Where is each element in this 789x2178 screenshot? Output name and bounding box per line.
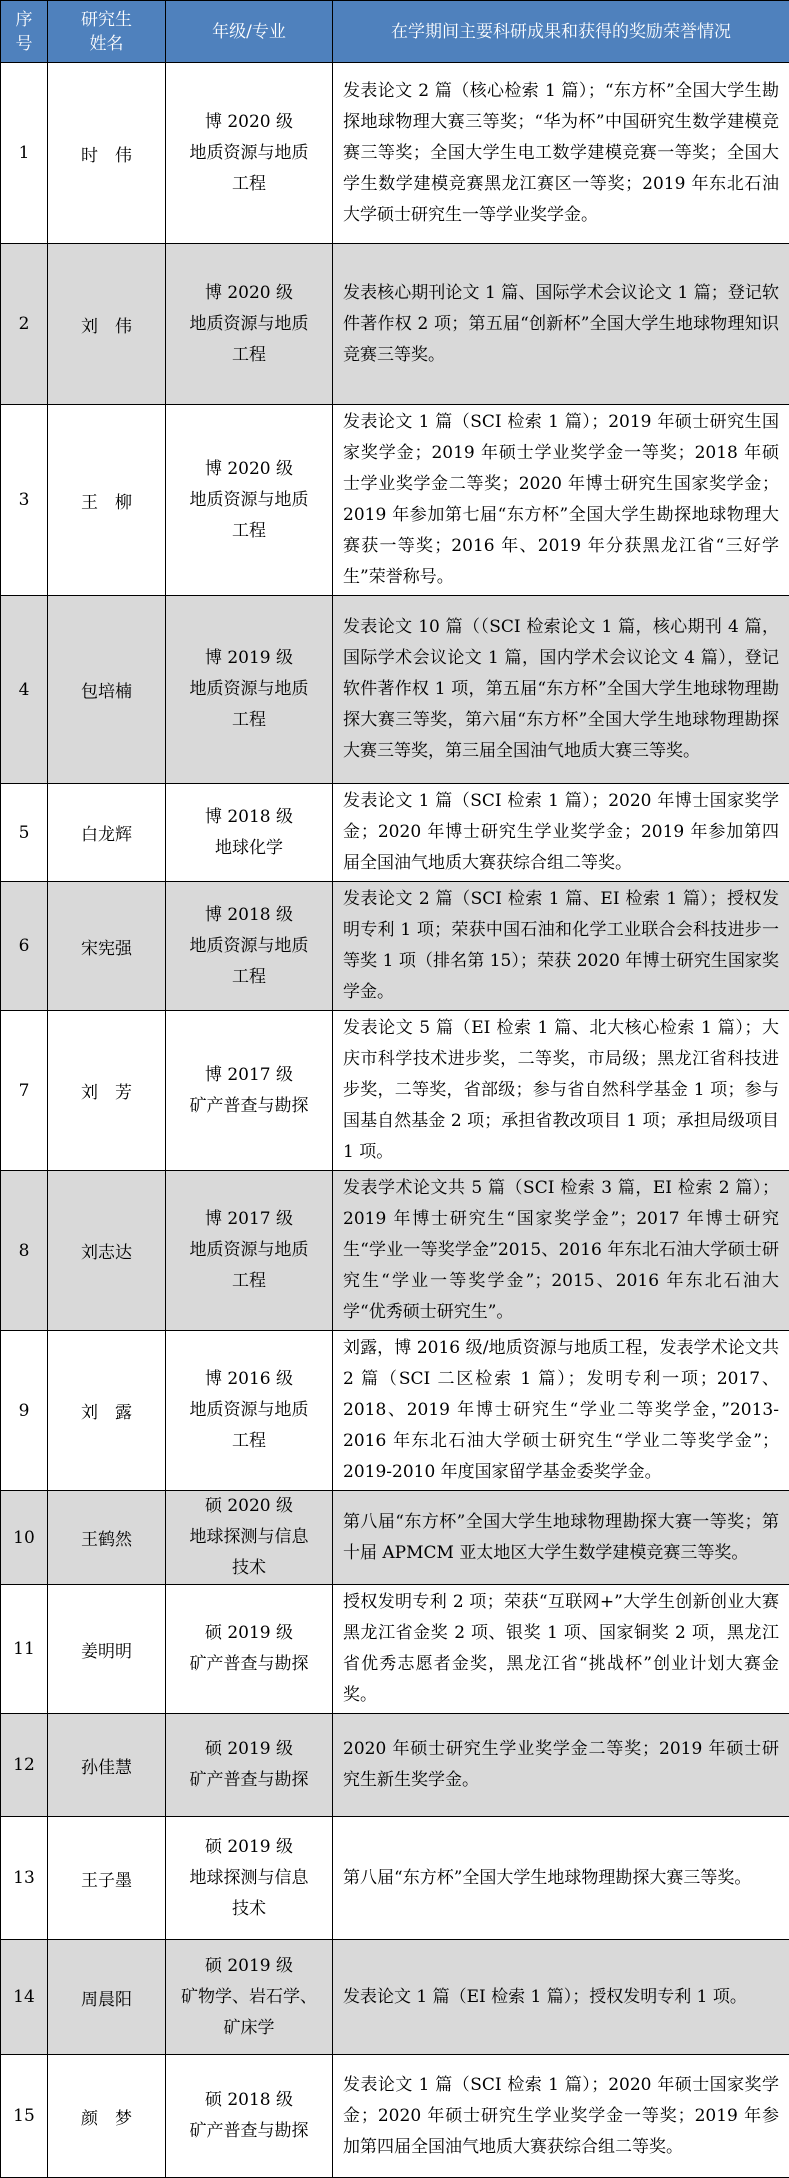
major-line: 地质资源与地质 (166, 931, 332, 962)
grade-major (166, 2055, 333, 2178)
major-line: 矿物学、岩石学、 (166, 1982, 332, 2013)
achievements: 刘露，博 2016 级/地质资源与地质工程，发表学术论文共 2 篇（SCI 二区检索 1 篇）；发明专利一项；2017、2018、2019 年博士研究生“学业二等奖学金，”2013-2016 年东北石油大学硕士研究生“学业二等奖学金”；2019-2010 年度国家留学基金委奖学金。 (333, 1331, 789, 1491)
grade: 博 2020 级 (166, 454, 332, 485)
grade: 博 2018 级 (166, 802, 332, 833)
table-row (1, 1171, 789, 1331)
grade: 硕 2018 级 (166, 2085, 332, 2116)
grade-major (166, 1585, 333, 1714)
major-line: 技术 (166, 1894, 332, 1925)
header-achievements: 在学期间主要科研成果和获得的奖励荣誉情况 (333, 1, 789, 63)
achievements: 授权发明专利 2 项；荣获“互联网+”大学生创新创业大赛黑龙江省金奖 2 项、银奖 1 项、国家铜奖 2 项，黑龙江省优秀志愿者金奖，黑龙江省“挑战杯”创业计划大赛金奖。 (333, 1585, 789, 1714)
table-row (1, 1491, 789, 1585)
row-number: 7 (1, 1011, 48, 1171)
grade: 博 2019 级 (166, 643, 332, 674)
row-number: 12 (1, 1714, 48, 1817)
table-row (1, 1331, 789, 1491)
grade: 硕 2020 级 (166, 1491, 332, 1522)
header-name-line1: 研究生 (48, 8, 165, 32)
row-number: 14 (1, 1940, 48, 2055)
table-row (1, 1940, 789, 2055)
major-line: 矿产普查与勘探 (166, 1649, 332, 1680)
table-row (1, 1817, 789, 1940)
grade: 硕 2019 级 (166, 1618, 332, 1649)
achievements: 发表论文 1 篇（EI 检索 1 篇）；授权发明专利 1 项。 (333, 1940, 789, 2055)
grade-major (166, 596, 333, 784)
student-name: 王子墨 (48, 1817, 166, 1940)
row-number: 11 (1, 1585, 48, 1714)
header-name (48, 1, 166, 63)
major-line: 矿产普查与勘探 (166, 1091, 332, 1122)
grade-major (166, 1171, 333, 1331)
header-index-line2: 号 (1, 32, 47, 56)
grade-major (166, 63, 333, 244)
achievements: 发表论文 1 篇（SCI 检索 1 篇）；2020 年博士国家奖学金；2020 年博士研究生学业奖学金；2019 年参加第四届全国油气地质大赛获综合组二等奖。 (333, 784, 789, 882)
header-index-line1: 序 (1, 8, 47, 32)
major-line: 地质资源与地质 (166, 485, 332, 516)
grade-major (166, 1714, 333, 1817)
student-name: 刘 露 (48, 1331, 166, 1491)
major-line: 地质资源与地质 (166, 1395, 332, 1426)
grade: 博 2016 级 (166, 1364, 332, 1395)
student-name: 包培楠 (48, 596, 166, 784)
student-name: 刘 芳 (48, 1011, 166, 1171)
student-name: 刘志达 (48, 1171, 166, 1331)
table-row (1, 596, 789, 784)
student-name: 王鹤然 (48, 1491, 166, 1585)
table-row (1, 405, 789, 596)
achievements: 发表学术论文共 5 篇（SCI 检索 3 篇，EI 检索 2 篇）；2019 年博士研究生“国家奖学金”；2017 年博士研究生“学业一等奖学金”2015、2016 年东北石油大学硕士研究生“学业一等奖学金”；2015、2016 年东北石油大学“优秀硕士研究生”。 (333, 1171, 789, 1331)
row-number: 10 (1, 1491, 48, 1585)
achievements: 发表论文 2 篇（核心检索 1 篇）；“东方杯”全国大学生勘探地球物理大赛三等奖；“华为杯”中国研究生数学建模竞赛三等奖；全国大学生电工数学建模竞赛一等奖；全国大学生数学建模竞赛黑龙江赛区一等奖；2019 年东北石油大学硕士研究生一等学业奖学金。 (333, 63, 789, 244)
achievements: 第八届“东方杯”全国大学生地球物理勘探大赛三等奖。 (333, 1817, 789, 1940)
table-row (1, 1585, 789, 1714)
achievements: 发表论文 10 篇（（SCI 检索论文 1 篇，核心期刊 4 篇，国际学术会议论文 1 篇，国内学术会议论文 4 篇），登记软件著作权 1 项，第五届“东方杯”全国大学生地球物理勘探大赛三等奖，第六届“东方杯”全国大学生地球物理勘探大赛三等奖，第三届全国油气地质大赛三等奖。 (333, 596, 789, 784)
grade: 硕 2019 级 (166, 1951, 332, 1982)
major-line: 工程 (166, 962, 332, 993)
row-number: 5 (1, 784, 48, 882)
row-number: 2 (1, 244, 48, 405)
major-line: 工程 (166, 516, 332, 547)
row-number: 4 (1, 596, 48, 784)
achievements: 发表论文 2 篇（SCI 检索 1 篇、EI 检索 1 篇）；授权发明专利 1 项；荣获中国石油和化学工业联合会科技进步一等奖 1 项（排名第 15）；荣获 2020 年博士研究生国家奖学金。 (333, 882, 789, 1011)
achievements: 发表论文 1 篇（SCI 检索 1 篇）；2020 年硕士国家奖学金；2020 年硕士研究生学业奖学金一等奖；2019 年参加第四届全国油气地质大赛获综合组二等奖。 (333, 2055, 789, 2178)
row-number: 6 (1, 882, 48, 1011)
achievements: 第八届“东方杯”全国大学生地球物理勘探大赛一等奖；第十届 APMCM 亚太地区大学生数学建模竞赛三等奖。 (333, 1491, 789, 1585)
row-number: 13 (1, 1817, 48, 1940)
grade-major (166, 244, 333, 405)
header-grade-major: 年级/专业 (166, 1, 333, 63)
major-line: 工程 (166, 1426, 332, 1457)
major-line: 地质资源与地质 (166, 138, 332, 169)
grade: 硕 2019 级 (166, 1832, 332, 1863)
major-line: 地球化学 (166, 833, 332, 864)
student-name: 姜明明 (48, 1585, 166, 1714)
major-line: 地质资源与地质 (166, 1235, 332, 1266)
major-line: 矿床学 (166, 2013, 332, 2044)
table-row (1, 63, 789, 244)
student-name: 刘 伟 (48, 244, 166, 405)
header-row (1, 1, 789, 63)
major-line: 地球探测与信息 (166, 1522, 332, 1553)
student-name: 白龙辉 (48, 784, 166, 882)
grade-major (166, 784, 333, 882)
row-number: 9 (1, 1331, 48, 1491)
grade-major (166, 1940, 333, 2055)
grade: 博 2017 级 (166, 1060, 332, 1091)
row-number: 8 (1, 1171, 48, 1331)
table-row (1, 882, 789, 1011)
table-row (1, 784, 789, 882)
row-number: 1 (1, 63, 48, 244)
achievements: 发表论文 5 篇（EI 检索 1 篇、北大核心检索 1 篇）；大庆市科学技术进步奖，二等奖，市局级；黑龙江省科技进步奖，二等奖，省部级；参与省自然科学基金 1 项；参与国基自然基金 2 项；承担省教改项目 1 项；承担局级项目 1 项。 (333, 1011, 789, 1171)
achievements: 2020 年硕士研究生学业奖学金二等奖；2019 年硕士研究生新生奖学金。 (333, 1714, 789, 1817)
header-name-line2: 姓名 (48, 32, 165, 56)
major-line: 矿产普查与勘探 (166, 1765, 332, 1796)
grade-major (166, 1491, 333, 1585)
student-name: 颜 梦 (48, 2055, 166, 2178)
student-name: 时 伟 (48, 63, 166, 244)
student-name: 王 柳 (48, 405, 166, 596)
grade-major (166, 405, 333, 596)
table-row (1, 1714, 789, 1817)
grade-major (166, 1331, 333, 1491)
major-line: 工程 (166, 340, 332, 371)
grade: 博 2020 级 (166, 278, 332, 309)
major-line: 工程 (166, 1266, 332, 1297)
major-line: 矿产普查与勘探 (166, 2116, 332, 2147)
table-row (1, 244, 789, 405)
student-name: 宋宪强 (48, 882, 166, 1011)
table-row (1, 2055, 789, 2178)
grade: 博 2018 级 (166, 900, 332, 931)
major-line: 工程 (166, 169, 332, 200)
major-line: 地质资源与地质 (166, 674, 332, 705)
grade: 博 2020 级 (166, 107, 332, 138)
row-number: 3 (1, 405, 48, 596)
major-line: 工程 (166, 705, 332, 736)
grade-major (166, 1011, 333, 1171)
grade-major (166, 882, 333, 1011)
student-name: 周晨阳 (48, 1940, 166, 2055)
row-number: 15 (1, 2055, 48, 2178)
major-line: 地球探测与信息 (166, 1863, 332, 1894)
grade-major (166, 1817, 333, 1940)
achievements: 发表核心期刊论文 1 篇、国际学术会议论文 1 篇；登记软件著作权 2 项；第五届“创新杯”全国大学生地球物理知识竞赛三等奖。 (333, 244, 789, 405)
major-line: 地质资源与地质 (166, 309, 332, 340)
grade: 博 2017 级 (166, 1204, 332, 1235)
grade: 硕 2019 级 (166, 1734, 332, 1765)
header-index (1, 1, 48, 63)
table-row (1, 1011, 789, 1171)
major-line: 技术 (166, 1553, 332, 1584)
student-name: 孙佳慧 (48, 1714, 166, 1817)
achievements: 发表论文 1 篇（SCI 检索 1 篇）；2019 年硕士研究生国家奖学金；2019 年硕士学业奖学金一等奖；2018 年硕士学业奖学金二等奖；2020 年博士研究生国家奖学金；2019 年参加第七届“东方杯”全国大学生勘探地球物理大赛获一等奖；2016 年、2019 年分获黑龙江省“三好学生”荣誉称号。 (333, 405, 789, 596)
